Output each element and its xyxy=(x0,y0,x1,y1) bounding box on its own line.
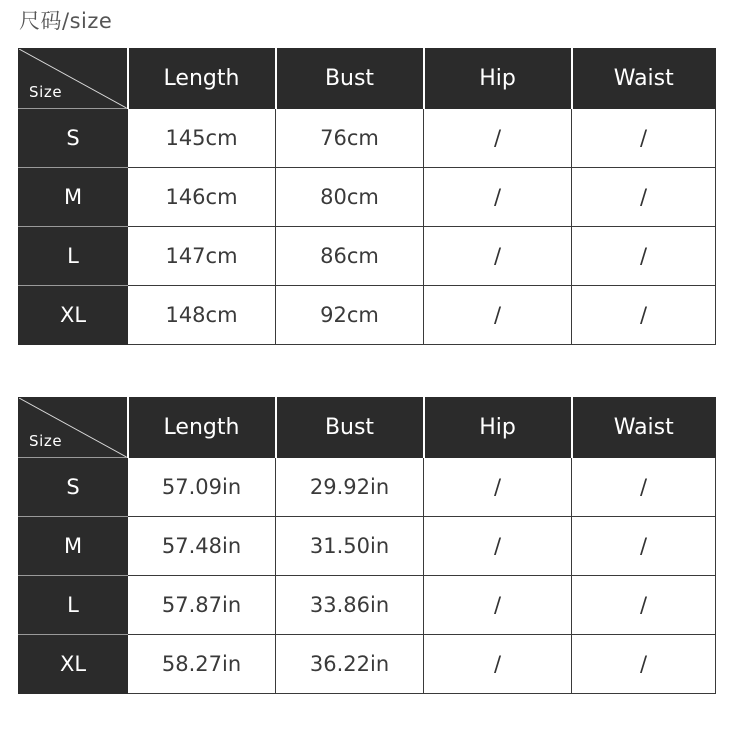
size-label: S xyxy=(19,109,128,168)
hip-value: / xyxy=(424,109,572,168)
length-value: 58.27in xyxy=(128,635,276,694)
table-row xyxy=(19,635,716,694)
hip-value: / xyxy=(424,635,572,694)
table-row xyxy=(19,286,716,345)
table-row xyxy=(19,168,716,227)
bust-value: 31.50in xyxy=(276,517,424,576)
size-label: M xyxy=(19,517,128,576)
size-table-in xyxy=(18,397,716,694)
waist-value: / xyxy=(572,576,716,635)
size-corner-label: Size xyxy=(29,83,63,101)
header-bust: Bust xyxy=(276,398,424,458)
bust-value: 80cm xyxy=(276,168,424,227)
table-row xyxy=(19,517,716,576)
size-corner-label: Size xyxy=(29,432,63,450)
table-row xyxy=(19,109,716,168)
waist-value: / xyxy=(572,286,716,345)
waist-value: / xyxy=(572,109,716,168)
hip-value: / xyxy=(424,576,572,635)
hip-value: / xyxy=(424,227,572,286)
header-waist: Waist xyxy=(572,398,716,458)
hip-value: / xyxy=(424,517,572,576)
table-row xyxy=(19,227,716,286)
hip-value: / xyxy=(424,286,572,345)
header-length: Length xyxy=(128,49,276,109)
size-label: XL xyxy=(19,286,128,345)
size-label: L xyxy=(19,227,128,286)
size-label: S xyxy=(19,458,128,517)
table-row xyxy=(19,576,716,635)
bust-value: 29.92in xyxy=(276,458,424,517)
length-value: 145cm xyxy=(128,109,276,168)
size-label: L xyxy=(19,576,128,635)
bust-value: 92cm xyxy=(276,286,424,345)
table-header-row xyxy=(19,398,716,458)
waist-value: / xyxy=(572,227,716,286)
waist-value: / xyxy=(572,517,716,576)
header-waist: Waist xyxy=(572,49,716,109)
hip-value: / xyxy=(424,168,572,227)
bust-value: 33.86in xyxy=(276,576,424,635)
waist-value: / xyxy=(572,635,716,694)
table-row xyxy=(19,458,716,517)
length-value: 146cm xyxy=(128,168,276,227)
bust-value: 36.22in xyxy=(276,635,424,694)
length-value: 57.48in xyxy=(128,517,276,576)
length-value: 57.87in xyxy=(128,576,276,635)
length-value: 148cm xyxy=(128,286,276,345)
size-label: XL xyxy=(19,635,128,694)
waist-value: / xyxy=(572,458,716,517)
length-value: 147cm xyxy=(128,227,276,286)
page-title: 尺码/size xyxy=(19,9,113,33)
size-corner-cell xyxy=(19,49,128,109)
bust-value: 86cm xyxy=(276,227,424,286)
waist-value: / xyxy=(572,168,716,227)
hip-value: / xyxy=(424,458,572,517)
length-value: 57.09in xyxy=(128,458,276,517)
header-bust: Bust xyxy=(276,49,424,109)
header-length: Length xyxy=(128,398,276,458)
size-table-cm xyxy=(18,48,716,345)
bust-value: 76cm xyxy=(276,109,424,168)
size-label: M xyxy=(19,168,128,227)
header-hip: Hip xyxy=(424,49,572,109)
header-hip: Hip xyxy=(424,398,572,458)
table-header-row xyxy=(19,49,716,109)
size-corner-cell xyxy=(19,398,128,458)
